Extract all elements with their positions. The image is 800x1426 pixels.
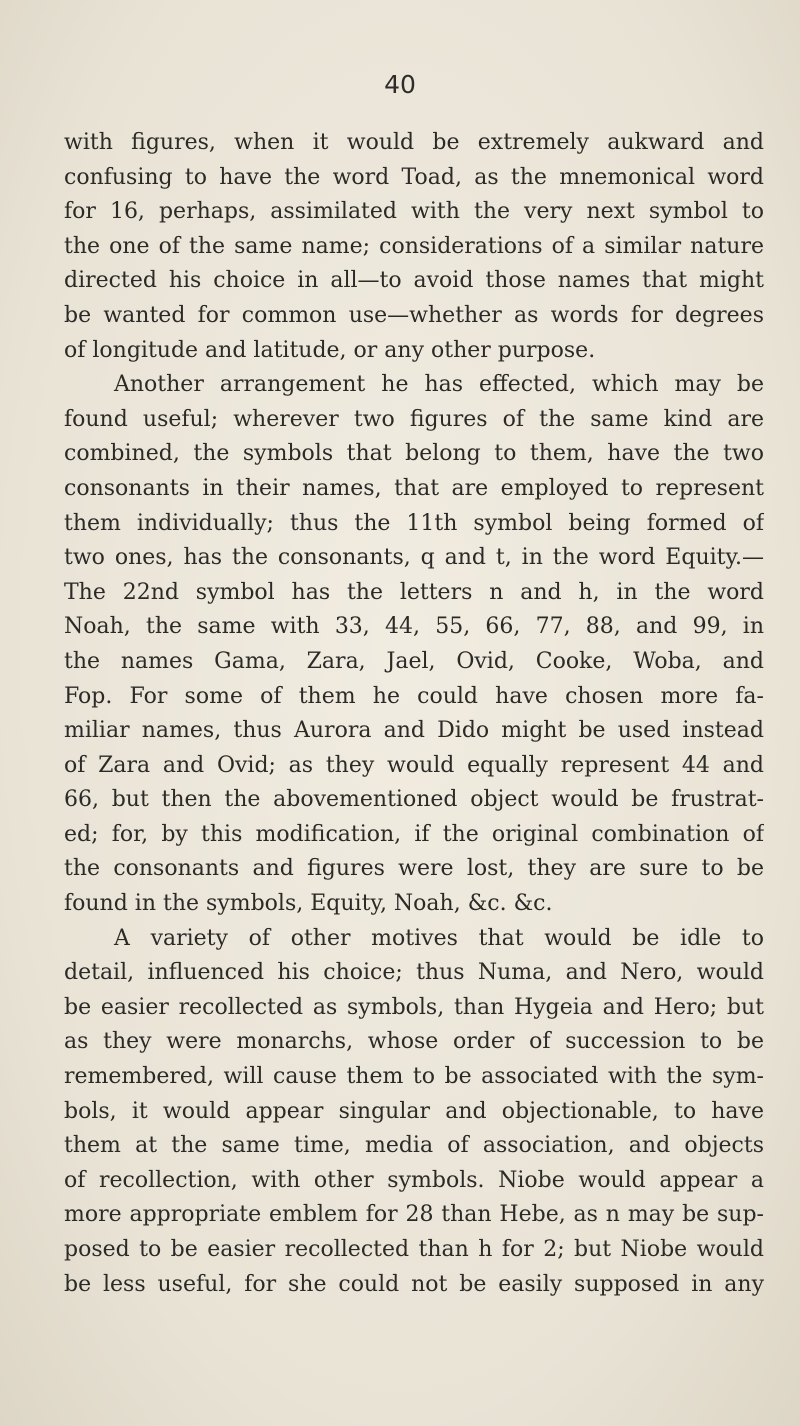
text-line: more appropriate emblem for 28 than Hebe, as n may be sup- (64, 1202, 764, 1228)
text-line: miliar names, thus Aurora and Dido might be used instead (64, 718, 764, 744)
text-line: them at the same time, media of association, and objects (64, 1133, 764, 1159)
text-line: The 22nd symbol has the letters n and h, in the word (64, 579, 764, 605)
text-line: the names Gama, Zara, Jael, Ovid, Cooke, Woba, and (64, 648, 764, 674)
text-line: the consonants and figures were lost, they are sure to be (64, 856, 764, 882)
text-line: be easier recollected as symbols, than Hygeia and Hero; but (64, 994, 764, 1020)
text-line: with figures, when it would be extremely aukward and (64, 130, 764, 155)
text-line: combined, the symbols that belong to them, have the two (64, 441, 764, 467)
text-line: of Zara and Ovid; as they would equally represent 44 and (64, 752, 764, 778)
text-line: two ones, has the consonants, q and t, in the word Equity.— (64, 545, 764, 571)
text-line: be wanted for common use—whether as words for degrees (64, 302, 764, 328)
text-line: of longitude and latitude, or any other purpose. (64, 337, 596, 363)
text-line: detail, influenced his choice; thus Numa, and Nero, would (64, 960, 764, 986)
body-text (64, 126, 764, 1302)
text-line: posed to be easier recollected than h for 2; but Niobe would (64, 1237, 764, 1262)
text-line: A variety of other motives that would be idle to (114, 925, 764, 951)
text-line: remembered, will cause them to be associated with the sym- (64, 1064, 764, 1090)
text-line: found useful; wherever two figures of the same kind are (64, 406, 764, 432)
text-line: 66, but then the abovementioned object would be frustrat- (64, 787, 764, 813)
text-line: found in the symbols, Equity, Noah, &c. &c. (64, 891, 553, 917)
text-line: be less useful, for she could not be easily supposed in any (64, 1271, 764, 1297)
text-line: bols, it would appear singular and objectionable, to have (64, 1098, 764, 1124)
text-line: Noah, the same with 33, 44, 55, 66, 77, 88, and 99, in (64, 614, 764, 640)
text-line: ed; for, by this modification, if the original combination of (64, 821, 764, 847)
text-line: consonants in their names, that are employed to represent (64, 475, 764, 501)
page-number: 40 (384, 70, 416, 99)
text-line: for 16, perhaps, assimilated with the very next symbol to (64, 199, 764, 225)
text-line: of recollection, with other symbols. Niobe would appear a (64, 1167, 764, 1193)
text-line: Fop. For some of them he could have chosen more fa- (64, 683, 764, 709)
text-line: confusing to have the word Toad, as the mnemonical word (64, 164, 764, 190)
text-line: directed his choice in all—to avoid those names that might (64, 268, 764, 294)
text-line: as they were monarchs, whose order of succession to be (64, 1029, 764, 1055)
text-line: Another arrangement he has effected, which may be (114, 372, 764, 398)
text-line: the one of the same name; considerations of a similar nature (64, 233, 764, 259)
text-line: them individually; thus the 11th symbol being formed of (64, 510, 764, 536)
